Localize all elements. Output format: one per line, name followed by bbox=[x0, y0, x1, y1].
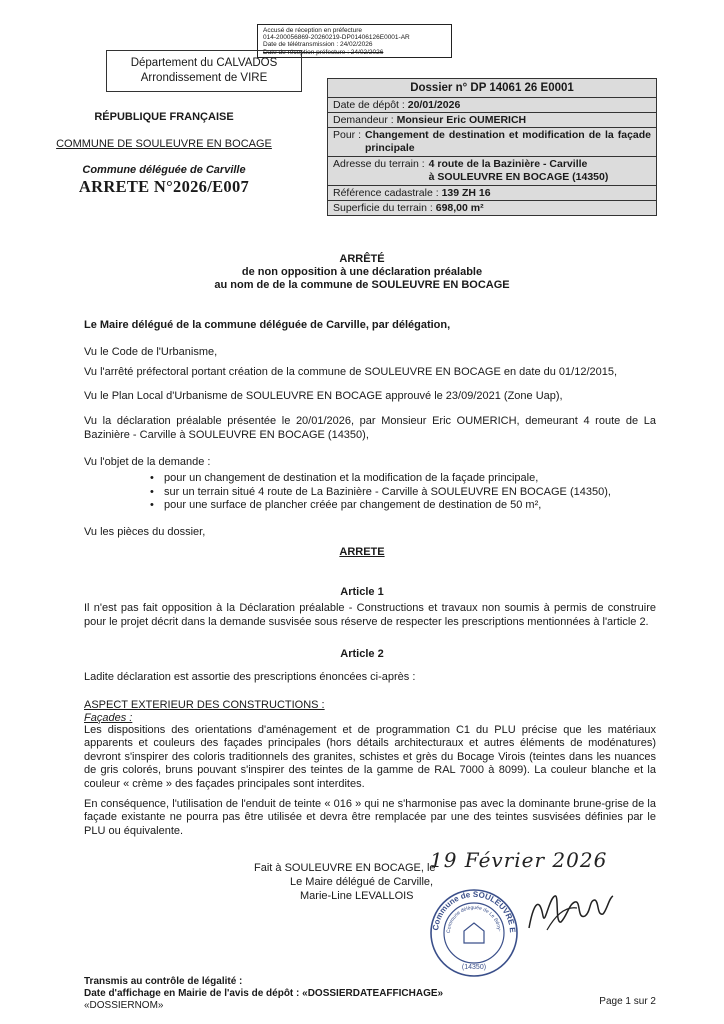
date-label: Date de dépôt : bbox=[333, 99, 405, 111]
maire-title: Le Maire délégué de Carville, bbox=[290, 876, 434, 888]
vu-objet: Vu l'objet de la demande : bbox=[84, 456, 211, 468]
stamp-line-3: Date de télétransmission : 24/02/2026 bbox=[263, 41, 373, 49]
article-2-title: Article 2 bbox=[340, 648, 384, 660]
footer-dossiernom: «DOSSIERNOM» bbox=[84, 1000, 164, 1011]
aspect-heading: ASPECT EXTERIEUR DES CONSTRUCTIONS : bbox=[84, 699, 325, 711]
signature-icon bbox=[525, 886, 617, 936]
article-1-text: Il n'est pas fait opposition à la Déclaration préalable - Constructions et travaux non soumis à permis de construire pour le projet décrit dans la demande susvisée sous réserve de respecter les prescriptions mentionnées à l'article 2. bbox=[84, 602, 656, 628]
fait-a: Fait à SOULEUVRE EN BOCAGE, le bbox=[254, 862, 436, 874]
article-1-title: Article 1 bbox=[340, 586, 384, 598]
seal-inner-text: Commune déléguée de Le Bény- bbox=[445, 904, 502, 934]
commune-heading: COMMUNE DE SOULEUVRE EN BOCAGE bbox=[56, 138, 272, 150]
seal-outer-text: Commune de SOULEUVRE E bbox=[431, 889, 518, 933]
dossier-pour-row bbox=[327, 128, 657, 157]
date-value: 20/01/2026 bbox=[407, 99, 461, 111]
list-item: • pour un changement de destination et la modification de la façade principale, bbox=[164, 472, 656, 486]
facades-text: Les dispositions des orientations d'aménagement et de programmation C1 du PLU précise que les matériaux apparents et couleurs des façades principales (hors détails architecturaux et autres éléments de modénatures) devront s'inspirer des coloris traditionnels des granites, schistes et grès du Bocage Virois (teintes dans les nuances de gris colorés, bruns pouvant s'inspirer des teintes de la gamme de RAL 7000 à 8099). La couleur blanche et la couleur « crème » des façades principales sont interdites. bbox=[84, 724, 656, 790]
department-name: Département du CALVADOS bbox=[130, 57, 278, 69]
republic-heading: RÉPUBLIQUE FRANÇAISE bbox=[94, 111, 234, 123]
superficie-label: Superficie du terrain : bbox=[333, 202, 433, 214]
signature-mark bbox=[525, 886, 617, 936]
seal-building-icon bbox=[464, 923, 484, 943]
title-line-2: de non opposition à une déclaration préalable bbox=[241, 266, 483, 278]
commune-deleguee: Commune déléguée de Carville bbox=[82, 164, 246, 176]
consequence-text: En conséquence, l'utilisation de l'enduit de teinte « 016 » qui ne s'harmonise pas avec la dominante brune-grise de la façade existante ne pourra pas être utilisée et devra être remplacée par une des teintes susvisées définies par le PLU ou équivalente. bbox=[84, 798, 656, 837]
vu-declaration: Vu la déclaration préalable présentée le 20/01/2026, par Monsieur Eric OUMERICH, demeurant 4 route de La Bazinière - Carville à SOULEUVRE EN BOCAGE (14350), bbox=[84, 415, 656, 441]
maire-statement: Le Maire délégué de la commune déléguée de Carville, par délégation, bbox=[84, 319, 451, 331]
article-2-intro: Ladite déclaration est assortie des prescriptions énoncées ci-après : bbox=[84, 671, 416, 683]
arrete-number: ARRETE N°2026/E007 bbox=[78, 177, 250, 196]
seal-code: (14350) bbox=[461, 964, 487, 971]
superficie-value: 698,00 m² bbox=[435, 202, 484, 214]
dossier-superficie-row bbox=[327, 201, 657, 216]
page-number: Page 1 sur 2 bbox=[599, 996, 656, 1007]
official-seal bbox=[428, 887, 520, 979]
dossier-title: Dossier n° DP 14061 26 E0001 bbox=[327, 78, 657, 98]
title-line-3: au nom de de la commune de SOULEUVRE EN BOCAGE bbox=[214, 279, 510, 291]
footer-date-affichage: Date d'affichage en Mairie de l'avis de dépôt : «DOSSIERDATEAFFICHAGE» bbox=[84, 988, 444, 999]
stamp-line-2: 014-200056869-20260219-DP01406126E0001-AR bbox=[263, 34, 410, 42]
dossier-adresse-row bbox=[327, 157, 657, 186]
pour-label: Pour : bbox=[333, 129, 362, 141]
vu-pieces: Vu les pièces du dossier, bbox=[84, 526, 206, 538]
stamp-line-1: Accusé de réception en préfecture bbox=[263, 27, 363, 34]
dossier-table bbox=[327, 78, 657, 216]
dossier-reference-row bbox=[327, 186, 657, 201]
adresse-value-2: à SOULEUVRE EN BOCAGE (14350) bbox=[428, 171, 609, 183]
list-item: • pour une surface de plancher créée par changement de destination de 50 m², bbox=[164, 499, 656, 513]
facades-heading: Façades : bbox=[84, 712, 133, 724]
arrondissement-name: Arrondissement de VIRE bbox=[140, 72, 268, 84]
stamp-line-4: Date de réception préfecture : 24/02/2026 bbox=[263, 48, 384, 56]
vu-arrete: Vu l'arrêté préfectoral portant création de la commune de SOULEUVRE EN BOCAGE en date du 01/12/2015, bbox=[84, 366, 618, 378]
reference-value: 139 ZH 16 bbox=[441, 187, 491, 199]
dossier-date-row bbox=[327, 98, 657, 113]
list-item: • sur un terrain situé 4 route de La Bazinière - Carville à SOULEUVRE EN BOCAGE (14350), bbox=[164, 486, 656, 500]
demandeur-value: Monsieur Eric OUMERICH bbox=[396, 114, 527, 126]
dossier-demandeur-row bbox=[327, 113, 657, 128]
adresse-label: Adresse du terrain : bbox=[333, 158, 425, 170]
vu-code: Vu le Code de l'Urbanisme, bbox=[84, 346, 218, 358]
handwritten-date: 19 Février 2026 bbox=[430, 848, 608, 872]
reference-label: Référence cadastrale : bbox=[333, 187, 439, 199]
vu-plu: Vu le Plan Local d'Urbanisme de SOULEUVRE EN BOCAGE approuvé le 23/09/2021 (Zone Uap), bbox=[84, 390, 563, 402]
maire-name: Marie-Line LEVALLOIS bbox=[300, 890, 414, 902]
seal-icon bbox=[428, 887, 520, 979]
pour-value: Changement de destination et modification de la façade principale bbox=[365, 129, 651, 154]
department-box bbox=[106, 50, 302, 92]
demandeur-label: Demandeur : bbox=[333, 114, 394, 126]
title-arrete: ARRÊTÉ bbox=[339, 253, 385, 265]
adresse-value-1: 4 route de la Bazinière - Carville bbox=[428, 158, 588, 170]
arrete-heading: ARRETE bbox=[339, 546, 385, 558]
footer-transmis: Transmis au contrôle de légalité : bbox=[84, 976, 243, 987]
objet-list bbox=[84, 472, 656, 513]
